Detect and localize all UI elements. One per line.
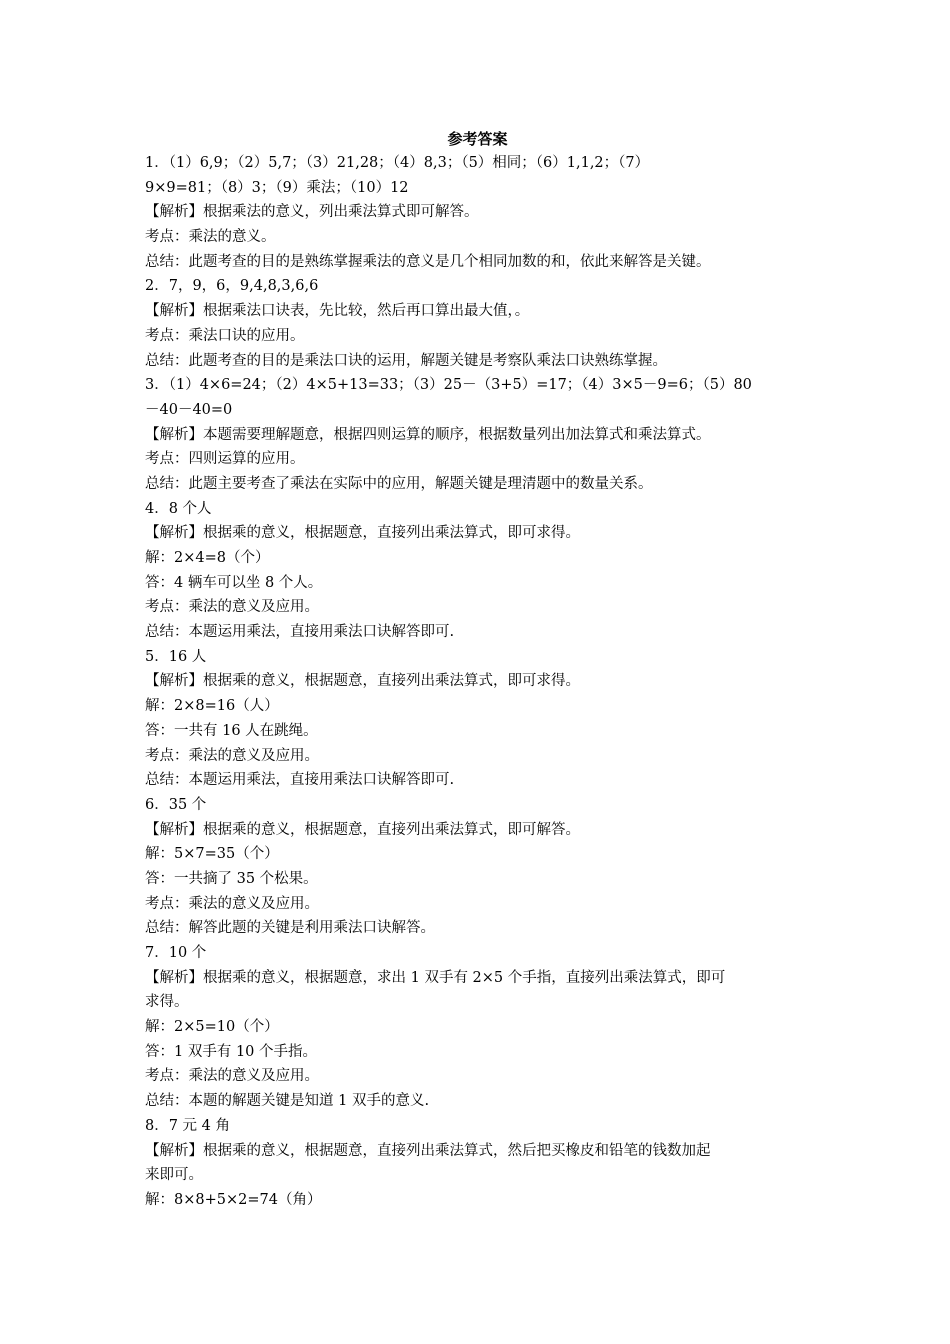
text-line: 2．7，9，6，9,4,8,3,6,6 [145, 278, 319, 295]
text-line: 9×9=81；（8）3；（9）乘法；（10）12 [145, 179, 409, 196]
text-line: 考点：乘法的意义及应用。 [145, 747, 319, 764]
text-line: 总结：解答此题的关键是利用乘法口诀解答。 [145, 920, 435, 937]
text-line: 解：5×7=35（个） [145, 846, 279, 863]
text-line: 【解析】根据乘的意义，根据题意，直接列出乘法算式，即可求得。 [145, 673, 580, 690]
text-line: 【解析】根据乘的意义，根据题意，直接列出乘法算式，即可求得。 [145, 525, 580, 542]
text-line: 解：2×4=8（个） [145, 550, 270, 566]
text-line: 【解析】根据乘的意义，根据题意，直接列出乘法算式，即可解答。 [145, 821, 580, 838]
text-line: 【解析】根据乘法的意义，列出乘法算式即可解答。 [145, 204, 479, 221]
text-line: 考点：乘法的意义及应用。 [145, 599, 319, 616]
text-line: 【解析】根据乘的意义，根据题意，直接列出乘法算式，然后把买橡皮和铅笔的钱数加起 [145, 1142, 711, 1159]
text-line: 6．35 个 [145, 796, 207, 813]
text-line: 求得。 [145, 994, 189, 1011]
answer-page [145, 127, 810, 1213]
text-line: 解：2×5=10（个） [145, 1019, 279, 1036]
page-title: 参考答案 [447, 130, 508, 148]
text-line: 考点：乘法的意义及应用。 [145, 895, 319, 912]
answer-text-block [145, 151, 810, 1213]
text-line: 3．（1）4×6=24；（2）4×5+13=33；（3）25－（3+5）=17；（4）3×5－9=6；（5）80 [145, 377, 752, 394]
text-line: 解：8×8+5×2=74（角） [145, 1191, 322, 1208]
text-line: 总结：本题运用乘法，直接用乘法口诀解答即可. [145, 772, 455, 789]
text-line: 总结：此题考查的目的是熟练掌握乘法的意义是几个相同加数的和，依此来解答是关键。 [145, 253, 711, 270]
text-line: 考点：四则运算的应用。 [145, 451, 305, 468]
text-line: 考点：乘法的意义及应用。 [145, 1068, 319, 1085]
text-line: 答：1 双手有 10 个手指。 [145, 1043, 318, 1060]
text-line: 答：4 辆车可以坐 8 个人。 [145, 574, 323, 591]
text-line: 【解析】根据乘法口诀表，先比较，然后再口算出最大值，。 [145, 303, 530, 320]
text-line: 考点：乘法口诀的应用。 [145, 327, 305, 344]
text-line: 总结：此题主要考查了乘法在实际中的应用，解题关键是理清题中的数量关系。 [145, 475, 653, 492]
text-line: 【解析】本题需要理解题意，根据四则运算的顺序，根据数量列出加法算式和乘法算式。 [145, 426, 711, 443]
text-line: 7．10 个 [145, 945, 207, 961]
text-line: 4．8 个人 [145, 500, 212, 517]
text-line: 答：一共有 16 人在跳绳。 [145, 722, 318, 739]
text-line: 来即可。 [145, 1167, 203, 1184]
text-line: 总结：本题运用乘法，直接用乘法口诀解答即可. [145, 624, 455, 641]
text-line: 5．16 人 [145, 648, 207, 665]
text-line: 答：一共摘了 35 个松果。 [145, 870, 318, 887]
text-line: －40－40=0 [145, 401, 233, 418]
text-line: 8．7 元 4 角 [145, 1117, 231, 1134]
text-line: 解：2×8=16（人） [145, 698, 279, 715]
text-line: 考点：乘法的意义。 [145, 229, 276, 246]
text-line: 总结：此题考查的目的是乘法口诀的运用，解题关键是考察队乘法口诀熟练掌握。 [145, 352, 667, 369]
text-line: 总结：本题的解题关键是知道 1 双手的意义. [145, 1093, 430, 1110]
text-line: 1．（1）6,9；（2）5,7；（3）21,28；（4）8,3；（5）相同；（6）1,1,2；（7） [145, 155, 650, 171]
text-line: 【解析】根据乘的意义，根据题意，求出 1 双手有 2×5 个手指，直接列出乘法算式，即可 [145, 969, 726, 986]
